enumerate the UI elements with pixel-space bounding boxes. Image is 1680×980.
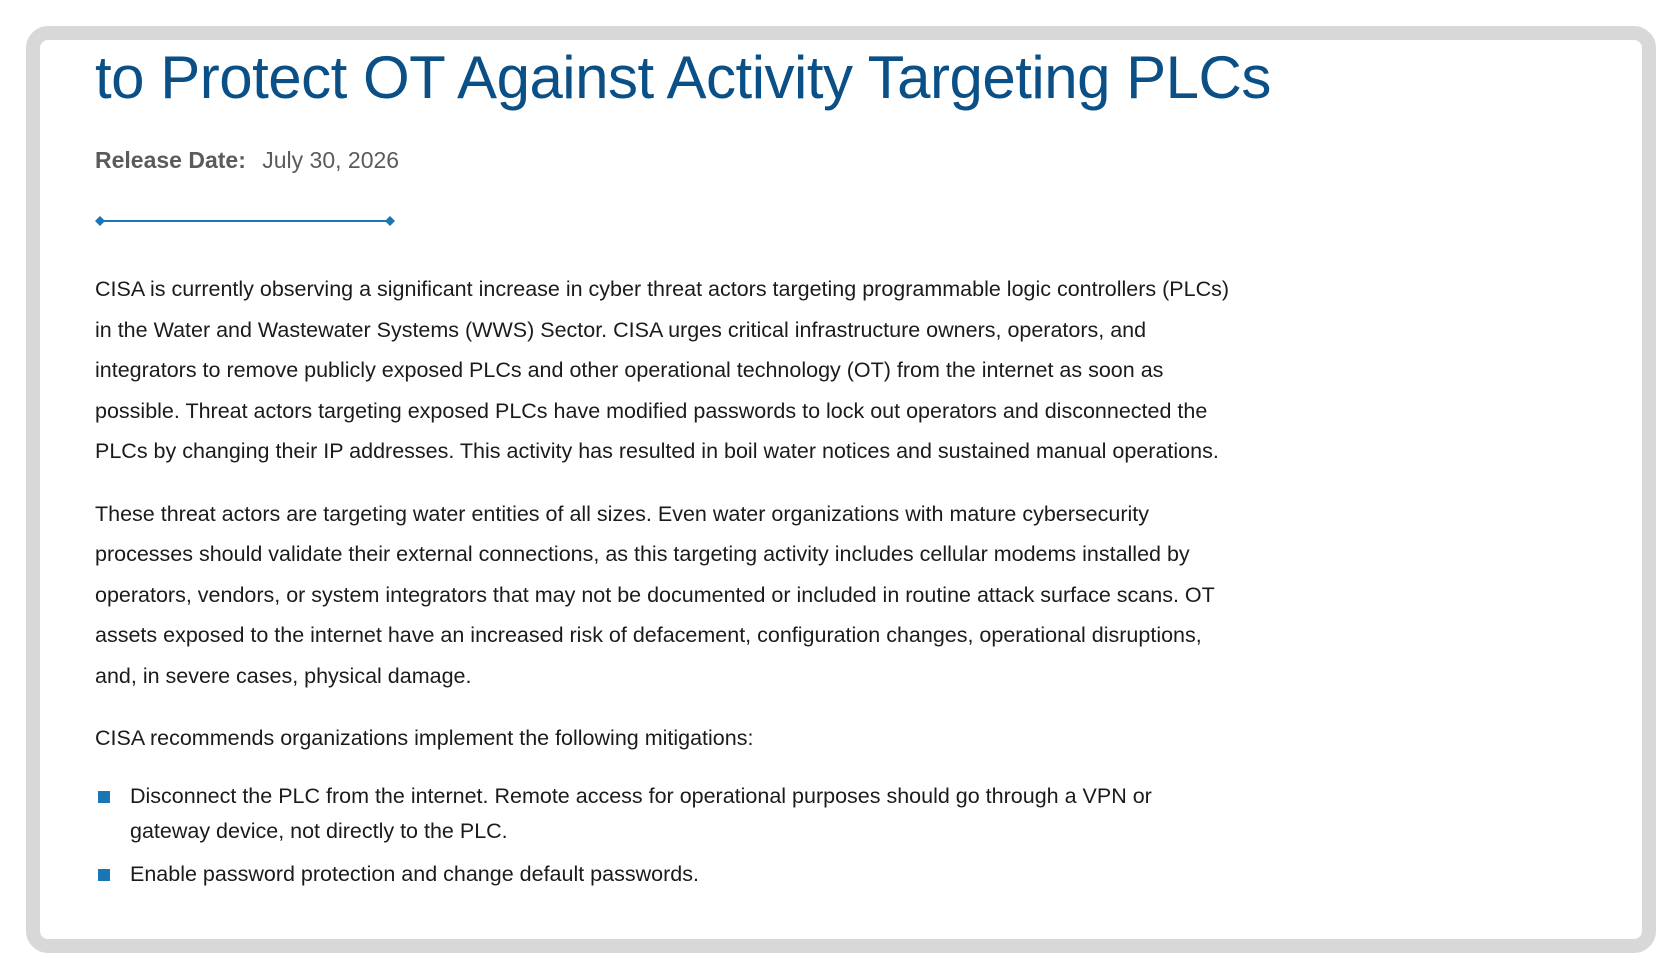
article-frame xyxy=(26,26,1656,953)
mitigations-intro: CISA recommends organizations implement the following mitigations: xyxy=(95,726,754,750)
article-body xyxy=(95,269,1235,900)
square-bullet-icon xyxy=(98,869,110,881)
mitigation-text: Disconnect the PLC from the internet. Remote access for operational purposes should go through a VPN or gateway device, not directly to the PLC. xyxy=(130,783,1152,843)
paragraph-1: CISA is currently observing a significant increase in cyber threat actors targeting programmable logic controllers (PLCs) in the Water and Wastewater Systems (WWS) Sector. CISA urges critical infrastructure owners, operators, and integrators to remove publicly exposed PLCs and other operational technology (OT) from the internet as soon as possible. Threat actors targeting exposed PLCs have modified passwords to lock out operators and disconnected the PLCs by changing their IP addresses. This activity has resulted in boil water notices and sustained manual operations. xyxy=(95,277,1230,463)
mitigation-text: Enable password protection and change default passwords. xyxy=(130,861,699,886)
paragraph-2: These threat actors are targeting water entities of all sizes. Even water organizations with mature cybersecurity processes should validate their external connections, as this targeting activity includes cellular modems installed by operators, vendors, or system integrators that may not be documented or included in routine attack surface scans. OT assets exposed to the internet have an increased risk of defacement, configuration changes, operational disruptions, and, in severe cases, physical damage. xyxy=(95,501,1215,688)
page-title: to Protect OT Against Activity Targeting PLCs xyxy=(95,44,1271,111)
mitigations-list xyxy=(95,779,1235,892)
release-date-label: Release Date: xyxy=(95,147,246,173)
release-date-value: July 30, 2026 xyxy=(262,147,400,173)
list-item xyxy=(95,779,1235,849)
title-divider xyxy=(95,215,415,227)
diamond-line-icon xyxy=(95,215,395,227)
release-date-line xyxy=(95,145,399,175)
square-bullet-icon xyxy=(98,791,110,803)
list-item xyxy=(95,857,1235,892)
